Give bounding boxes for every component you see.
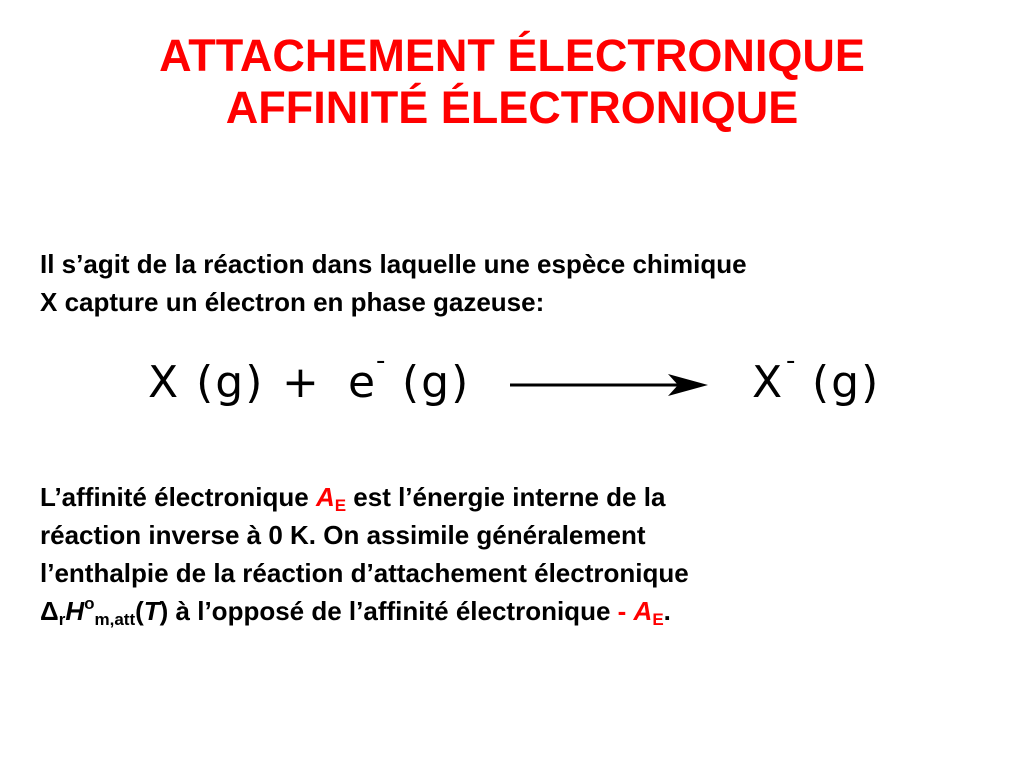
title-line-2: AFFINITÉ ÉLECTRONIQUE — [225, 82, 799, 133]
plus-sign: + — [282, 357, 321, 408]
intro-line-1: Il s’agit de la réaction dans laquelle une espèce chimique — [40, 249, 747, 279]
definition-text: est l’énergie interne de la — [346, 482, 666, 512]
reaction-equation — [140, 348, 880, 418]
enthalpy-symbol: H — [65, 596, 85, 626]
definition-paragraph — [40, 478, 689, 630]
definition-line-2: réaction inverse à 0 K. On assimile généralement — [40, 520, 646, 550]
electron-charge: - — [376, 346, 386, 376]
affinity-symbol-a: A — [633, 596, 653, 626]
anion-charge: - — [786, 346, 796, 376]
definition-line-1 — [40, 478, 689, 516]
subscript-matt: m,att — [94, 610, 136, 629]
affinity-symbol-e: E — [652, 610, 664, 629]
reactant-electron: e — [348, 357, 378, 408]
reactant-x: X (g) — [148, 357, 265, 408]
standard-superscript: o — [84, 594, 95, 613]
electron-state: (g) — [402, 357, 471, 408]
minus-sign: - — [617, 596, 627, 626]
reaction-arrow-icon — [510, 370, 710, 400]
affinity-symbol — [315, 482, 347, 515]
definition-line-3: l’enthalpie de la réaction d’attachement électronique — [40, 558, 689, 588]
affinity-symbol-negative — [633, 596, 664, 629]
delta-symbol: Δ — [40, 596, 59, 626]
product-state: (g) — [812, 357, 881, 408]
title-line-1: ATTACHEMENT ÉLECTRONIQUE — [159, 30, 865, 81]
affinity-symbol-e: E — [334, 496, 347, 515]
intro-line-2: X capture un électron en phase gazeuse: — [40, 287, 545, 317]
subscript-r: r — [58, 610, 66, 629]
definition-text: L’affinité électronique — [40, 482, 316, 512]
affinity-symbol-a: A — [315, 482, 335, 512]
paren-open: ( — [135, 596, 144, 626]
slide-title — [0, 30, 1024, 134]
intro-paragraph — [40, 245, 747, 321]
definition-text: ) à l’opposé de l’affinité électronique — [159, 596, 618, 626]
period: . — [663, 596, 671, 626]
definition-line-4 — [40, 592, 689, 630]
product-anion: X — [752, 357, 785, 408]
temperature-symbol: T — [143, 596, 160, 626]
